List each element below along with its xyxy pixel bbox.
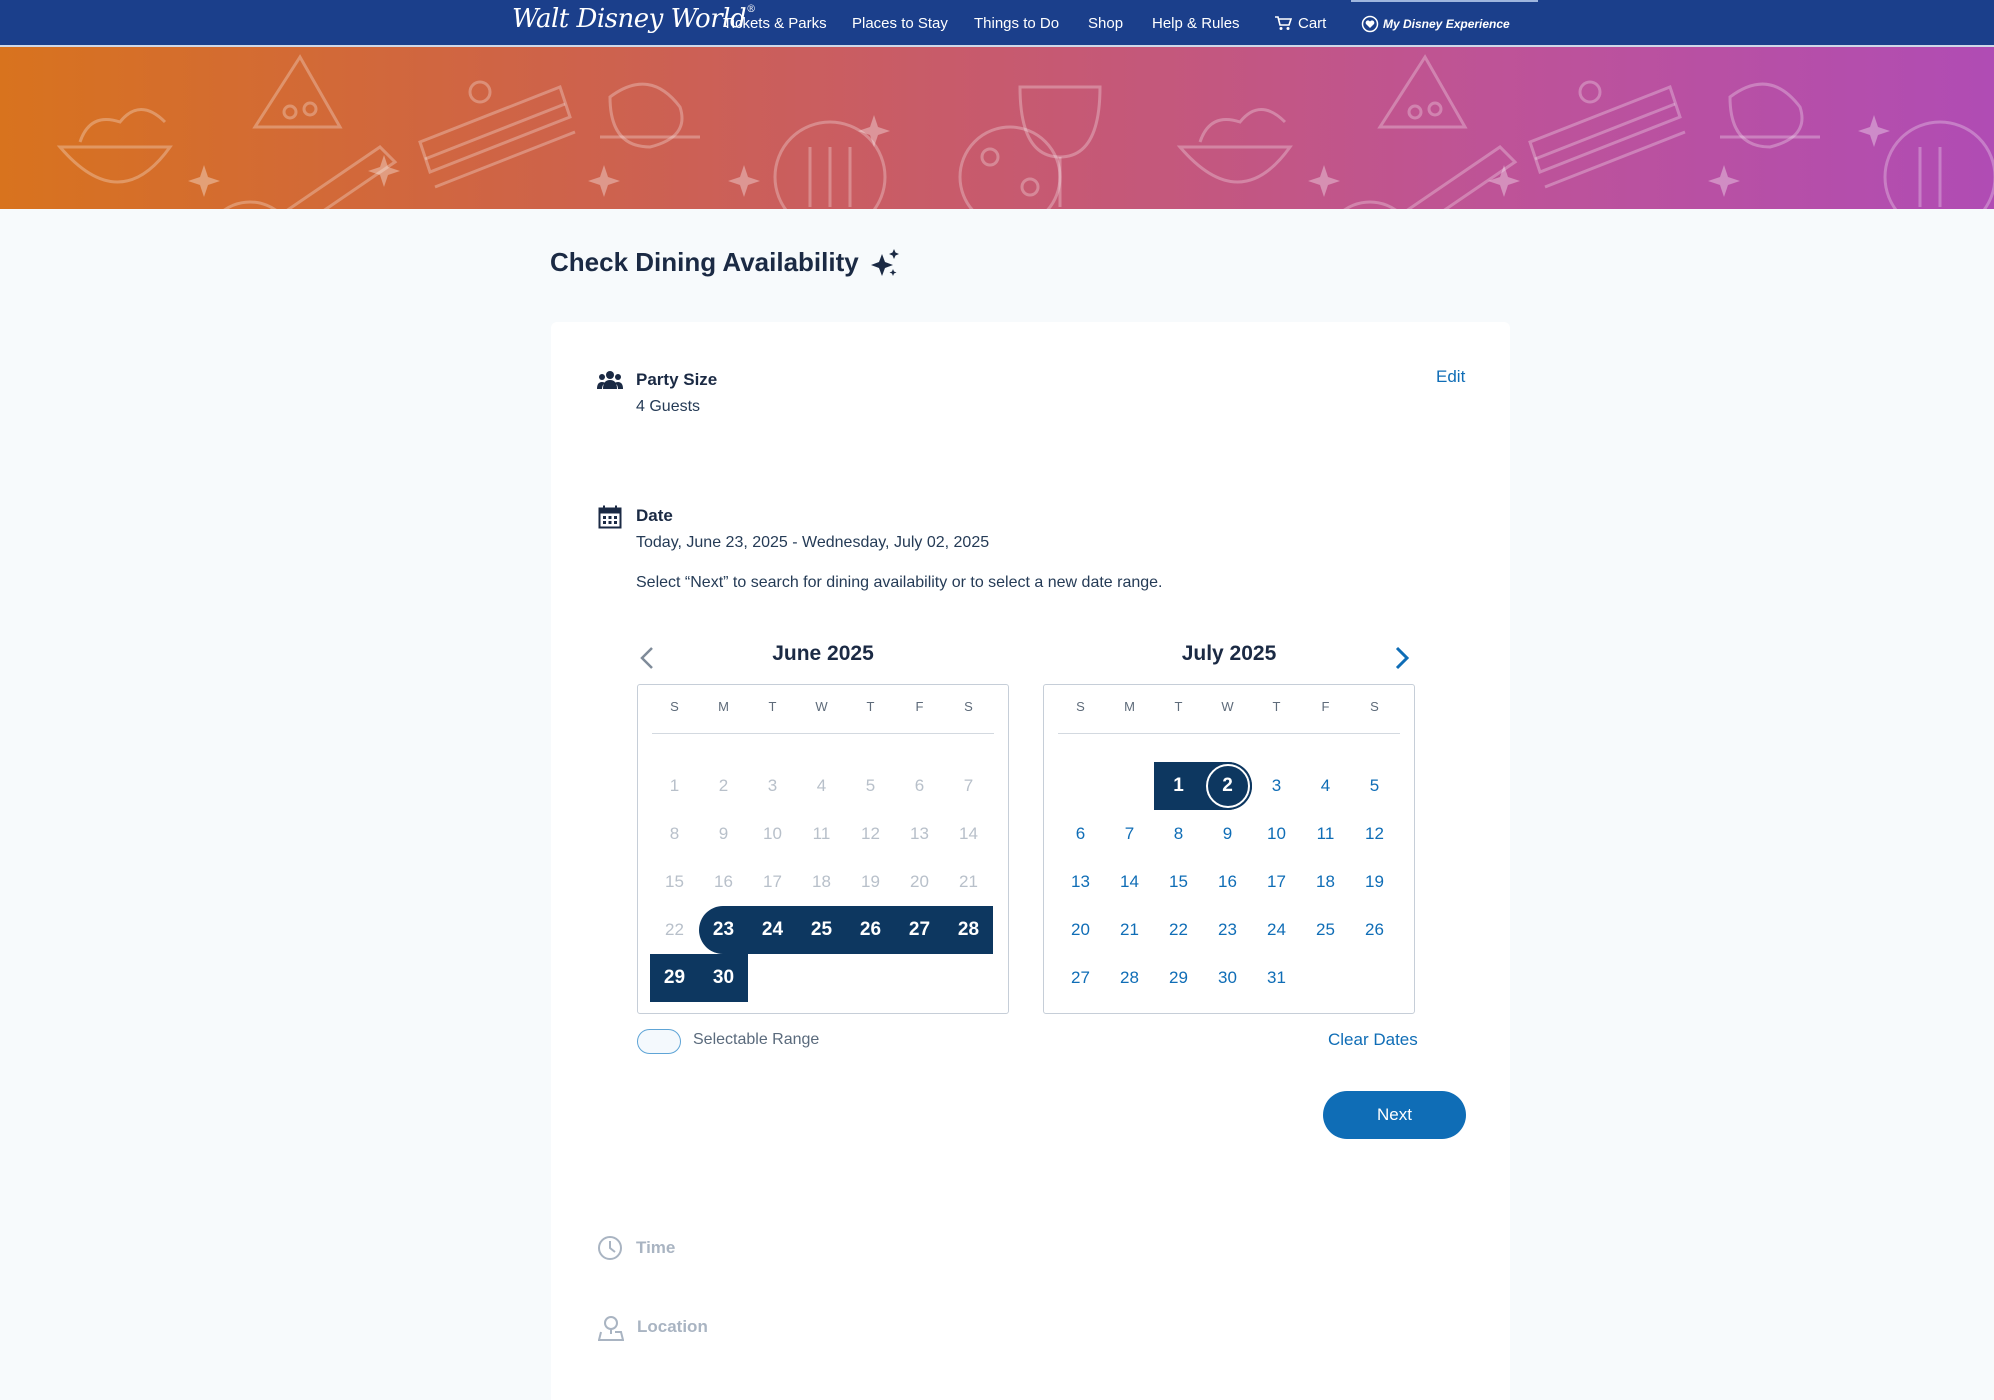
sparkle-icon [871,248,901,278]
calendar-day[interactable]: 6 [1075,824,1086,843]
calendar-day: 5 [865,776,876,795]
cart-label: Cart [1298,15,1327,32]
calendar-day: 22 [665,920,684,939]
calendar-day: 7 [963,776,974,795]
mickey-heart-icon [1361,15,1379,33]
calendar-day[interactable]: 12 [1365,824,1384,843]
top-nav [0,0,1994,47]
calendar-day: 17 [763,872,782,891]
calendar-day: 3 [767,776,778,795]
page-title [550,247,901,278]
calendar-icon [598,505,622,529]
calendar-day: 8 [669,824,680,843]
party-size-label: Party Size [636,370,718,389]
calendar-day[interactable]: 31 [1267,968,1286,987]
weekday-header: T [1174,699,1183,714]
calendar-day[interactable]: 9 [1222,824,1233,843]
calendar-day[interactable]: 29 [1169,968,1188,987]
logo-text: Walt Disney World [512,4,747,34]
calendar-day[interactable]: 19 [1365,872,1384,891]
july-2025-title: July 2025 [1181,642,1277,665]
calendar-day[interactable]: 28 [1120,968,1139,987]
calendar-day[interactable]: 27 [908,919,931,940]
june-2025-title: June 2025 [772,642,874,665]
calendar-day: 21 [959,872,978,891]
calendar-day: 13 [910,824,929,843]
calendar-day[interactable]: 26 [859,919,882,940]
calendar-day[interactable]: 28 [957,919,980,940]
weekday-header: S [964,699,973,714]
weekday-header: M [718,699,729,714]
weekday-header: M [1124,699,1135,714]
party-size-value: 4 Guests [636,398,701,415]
availability-card [551,322,1510,1400]
cart-icon [1274,15,1292,31]
edit-party-size-link[interactable]: Edit [1436,367,1466,386]
calendar-day[interactable]: 2 [1222,775,1233,796]
calendar-day[interactable]: 29 [663,967,686,988]
calendar-day: 9 [718,824,729,843]
nav-item-places-to-stay[interactable]: Places to Stay [852,15,948,32]
nav-inner [512,0,1538,45]
calendar-day: 11 [812,824,831,843]
calendar-day: 18 [812,872,831,891]
time-label: Time [636,1238,676,1257]
dining-banner [0,47,1994,209]
calendar-day[interactable]: 23 [712,919,735,940]
wdw-logo[interactable] [512,4,756,34]
date-label: Date [636,506,673,525]
june-calendar-grid [637,684,1009,1014]
selectable-range-swatch [637,1029,681,1054]
july-calendar-grid [1043,684,1415,1014]
weekday-header: S [670,699,679,714]
calendar-day: 15 [665,872,684,891]
weekday-header: T [866,699,875,714]
calendar-day[interactable]: 25 [1316,920,1335,939]
calendar-day[interactable]: 30 [1218,968,1237,987]
calendar-day[interactable]: 24 [761,919,784,940]
calendar-day: 4 [816,776,827,795]
calendar-day[interactable]: 23 [1218,920,1237,939]
calendar-day: 1 [669,776,680,795]
calendar-day: 14 [959,824,978,843]
calendar-day[interactable]: 20 [1071,920,1090,939]
page-title-text: Check Dining Availability [550,247,859,277]
nav-item-tickets-parks[interactable]: Tickets & Parks [723,15,827,32]
date-instructions: Select “Next” to search for dining availability or to select a new date range. [636,574,1163,591]
calendar-day[interactable]: 10 [1267,824,1286,843]
food-pattern-illustration [0,47,1994,209]
weekday-header: T [1272,699,1281,714]
next-button[interactable]: Next [1323,1091,1466,1139]
calendar-day[interactable]: 22 [1169,920,1188,939]
weekday-header: F [915,699,924,714]
calendar-day[interactable]: 27 [1071,968,1090,987]
calendar-day[interactable]: 8 [1173,824,1184,843]
calendar-day[interactable]: 13 [1071,872,1090,891]
weekday-divider [652,733,994,734]
calendar-day[interactable]: 21 [1120,920,1139,939]
calendar-day[interactable]: 5 [1369,776,1380,795]
clock-icon [597,1235,623,1261]
location-label: Location [637,1317,708,1336]
calendar-day: 12 [861,824,880,843]
weekday-header: W [1221,699,1234,714]
nav-cart[interactable] [1274,15,1326,32]
calendar-day[interactable]: 15 [1169,872,1188,891]
next-month-arrow-icon[interactable] [1394,646,1410,670]
calendar-day[interactable]: 25 [810,919,833,940]
calendar-day[interactable]: 7 [1124,824,1135,843]
my-disney-experience[interactable] [1351,0,1538,45]
calendar-day: 6 [914,776,925,795]
calendar-day: 2 [718,776,729,795]
calendar-day: 20 [910,872,929,891]
calendar-day[interactable]: 30 [712,967,735,988]
calendar-day[interactable]: 17 [1267,872,1286,891]
calendar-day[interactable]: 4 [1320,776,1331,795]
date-range-value: Today, June 23, 2025 - Wednesday, July 02, 2025 [636,534,990,551]
calendar-day[interactable]: 1 [1173,775,1184,796]
weekday-header: F [1321,699,1330,714]
calendar-day[interactable]: 11 [1316,824,1335,843]
weekday-header: W [815,699,828,714]
nav-item-shop[interactable]: Shop [1088,15,1124,32]
calendar-day: 16 [714,872,733,891]
calendar-day: 10 [763,824,782,843]
party-group-icon [597,370,623,390]
calendar-day[interactable]: 24 [1267,920,1286,939]
calendar-day: 19 [861,872,880,891]
weekday-header: S [1076,699,1085,714]
calendar-day[interactable]: 3 [1271,776,1282,795]
calendar-day[interactable]: 16 [1218,872,1237,891]
nav-item-things-to-do[interactable]: Things to Do [974,15,1060,32]
nav-item-help-rules[interactable]: Help & Rules [1152,15,1240,32]
calendar-day[interactable]: 14 [1120,872,1139,891]
mde-label: My Disney Experience [1383,16,1510,31]
weekday-header: S [1370,699,1379,714]
location-pin-icon [598,1314,624,1342]
calendar-day[interactable]: 26 [1365,920,1384,939]
logo-mark: ® [746,4,756,15]
weekday-divider [1058,733,1400,734]
clear-dates-link[interactable]: Clear Dates [1328,1030,1418,1049]
calendar-day[interactable]: 18 [1316,872,1335,891]
weekday-header: T [768,699,777,714]
selectable-range-label: Selectable Range [693,1031,820,1048]
